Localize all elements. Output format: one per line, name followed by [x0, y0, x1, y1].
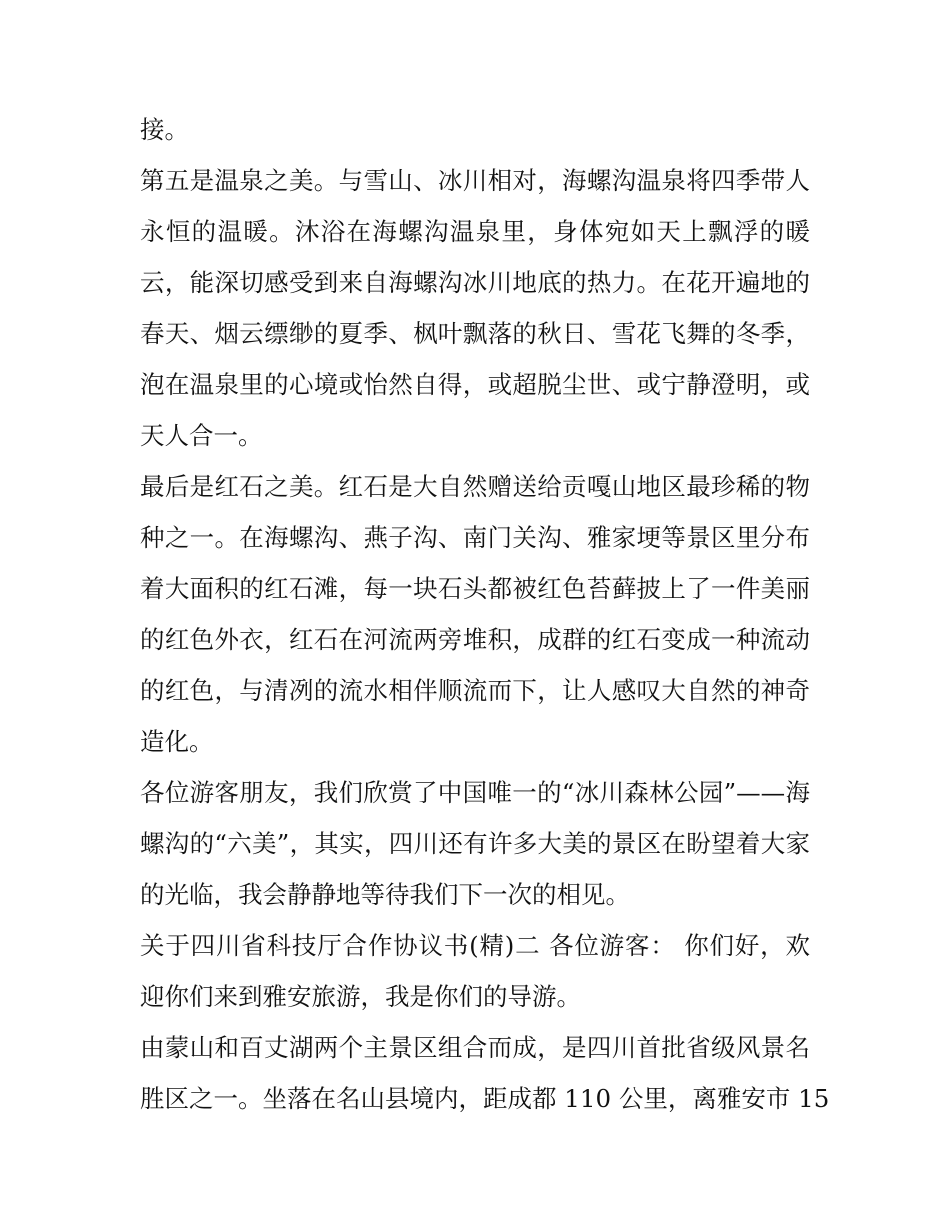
text-line: 造化。: [140, 727, 214, 756]
text-line: 种之一。在海螺沟、燕子沟、南门关沟、雅家埂等景区里分布: [140, 523, 810, 552]
text-line: 泡在温泉里的心境或怡然自得，或超脱尘世、或宁静澄明，或: [140, 370, 810, 399]
text-line: 天人合一。: [140, 421, 263, 450]
text-line: 的红色外衣，红石在河流两旁堆积，成群的红石变成一种流动: [140, 625, 810, 654]
text-line: 的红色，与清冽的流水相伴顺流而下，让人感叹大自然的神奇: [140, 676, 810, 705]
text-line: 的光临，我会静静地等待我们下一次的相见。: [140, 880, 630, 909]
text-line: 着大面积的红石滩，每一块石头都被红色苔藓披上了一件美丽: [140, 574, 810, 603]
text-line: 迎你们来到雅安旅游，我是你们的导游。: [140, 982, 581, 1011]
text-line: 关于四川省科技厅合作协议书(精)二 各位游客： 你们好，欢: [140, 931, 810, 960]
text-line: 各位游客朋友，我们欣赏了中国唯一的“冰川森林公园”——海: [140, 778, 810, 807]
text-line: 螺沟的“六美”，其实，四川还有许多大美的景区在盼望着大家: [140, 829, 810, 858]
text-line: 最后是红石之美。红石是大自然赠送给贡嘎山地区最珍稀的物: [140, 472, 810, 501]
text-line: 第五是温泉之美。与雪山、冰川相对，海螺沟温泉将四季带人: [140, 166, 810, 195]
text-line: 云，能深切感受到来自海螺沟冰川地底的热力。在花开遍地的: [140, 268, 810, 297]
text-line: 接。: [140, 115, 189, 144]
document-body: [140, 104, 830, 1124]
text-line: 永恒的温暖。沐浴在海螺沟温泉里，身体宛如天上飘浮的暖: [140, 217, 810, 246]
text-line: 由蒙山和百丈湖两个主景区组合而成，是四川首批省级风景名: [140, 1033, 810, 1062]
text-line: 春天、烟云缥缈的夏季、枫叶飘落的秋日、雪花飞舞的冬季，: [140, 319, 810, 348]
text-line: 胜区之一。坐落在名山县境内，距成都 110 公里，离雅安市 15: [140, 1084, 830, 1113]
